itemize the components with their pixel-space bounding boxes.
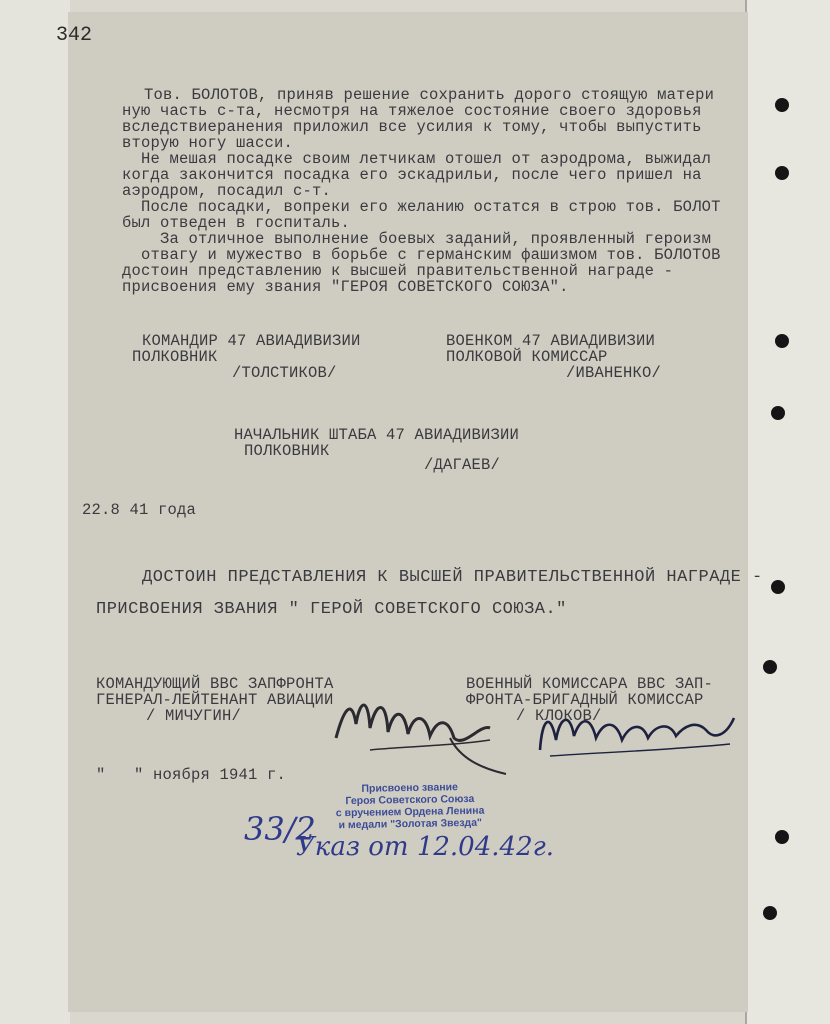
- front-commissar-name: / КЛОКОВ/: [516, 707, 602, 725]
- signature-klokov: [530, 700, 740, 770]
- date-1: 22.8 41 года: [82, 501, 197, 519]
- front-commander-line: КОМАНДУЮЩИЙ ВВС ЗАПФРОНТА: [96, 675, 334, 693]
- punch-hole: [775, 334, 789, 348]
- commander-rank: КОМАНДИР 47 АВИАДИВИЗИИ: [142, 332, 361, 350]
- handwritten-number: 33/2: [244, 810, 316, 848]
- front-commissar-line: ФРОНТА-БРИГАДНЫЙ КОМИССАР: [466, 691, 704, 709]
- conclusion-line: ПРИСВОЕНИЯ ЗВАНИЯ " ГЕРОЙ СОВЕТСКОГО СОЮЗА.": [96, 600, 567, 619]
- front-commander-line: ГЕНЕРАЛ-ЛЕЙТЕНАНТ АВИАЦИИ: [96, 691, 334, 709]
- stamp-line: и медали "Золотая Звезда": [338, 816, 483, 832]
- commissar-title: ПОЛКОВОЙ КОМИССАР: [446, 348, 608, 366]
- body-line: ную часть с-та, несмотря на тяжелое состояние своего здоровья: [122, 102, 702, 120]
- body-line: когда закончится посадка его эскадрильи, после чего пришел на: [122, 166, 702, 184]
- body-line: Не мешая посадке своим летчикам отошел от аэродрома, выжидал: [122, 150, 712, 168]
- punch-hole: [763, 906, 777, 920]
- date-2: " " ноября 1941 г.: [96, 766, 287, 784]
- body-line: достоин представлению к высшей правительственной награде -: [122, 262, 674, 280]
- commander-title: ПОЛКОВНИК: [132, 348, 218, 366]
- body-line: После посадки, вопреки его желанию остатся в строю тов. БОЛОТ: [122, 198, 721, 216]
- page-number: 342: [56, 24, 93, 47]
- stamp-line: Героя Советского Союза: [345, 792, 475, 808]
- body-line: был отведен в госпиталь.: [122, 214, 351, 232]
- stamp-line: Присвоено звание: [361, 781, 459, 795]
- stamp-line: с вручением Ордена Ленина: [335, 804, 485, 820]
- punch-hole: [763, 660, 777, 674]
- body-line: отвагу и мужество в борьбе с германским фашизмом тов. БОЛОТОВ: [122, 246, 721, 264]
- punch-hole: [771, 580, 785, 594]
- body-line: Тов. БОЛОТОВ, приняв решение сохранить дорого стоящую матери: [144, 86, 715, 104]
- commissar-rank: ВОЕНКОМ 47 АВИАДИВИЗИИ: [446, 332, 656, 350]
- body-line: аэродром, посадил с-т.: [122, 182, 332, 200]
- chief-of-staff-title: ПОЛКОВНИК: [244, 442, 330, 460]
- left-margin-strip: [0, 0, 70, 1024]
- handwritten-decree: Указ от 12.04.42г.: [296, 832, 555, 862]
- body-line: присвоения ему звания "ГЕРОЯ СОВЕТСКОГО СОЮЗА".: [122, 278, 569, 296]
- signature-michugin: [330, 688, 510, 778]
- award-stamp: [326, 781, 495, 832]
- right-binding-strip: [745, 0, 830, 1024]
- punch-hole: [775, 830, 789, 844]
- commander-name: /ТОЛСТИКОВ/: [232, 364, 337, 382]
- commissar-name: /ИВАНЕНКО/: [566, 364, 662, 382]
- conclusion-line: ДОСТОИН ПРЕДСТАВЛЕНИЯ К ВЫСШЕЙ ПРАВИТЕЛЬСТВЕННОЙ НАГРАДЕ -: [142, 568, 763, 587]
- chief-of-staff-name: /ДАГАЕВ/: [424, 456, 501, 474]
- front-commander-name: / МИЧУГИН/: [146, 707, 242, 725]
- body-line: вследствиеранения приложил все усилия к тому, чтобы выпустить: [122, 118, 702, 136]
- punch-hole: [771, 406, 785, 420]
- front-commissar-line: ВОЕННЫЙ КОМИССАРА ВВС ЗАП-: [466, 675, 714, 693]
- punch-hole: [775, 98, 789, 112]
- body-line: За отличное выполнение боевых заданий, проявленный героизм: [122, 230, 712, 248]
- body-line: вторую ногу шасси.: [122, 134, 294, 152]
- punch-hole: [775, 166, 789, 180]
- chief-of-staff-rank: НАЧАЛЬНИК ШТАБА 47 АВИАДИВИЗИИ: [234, 426, 520, 444]
